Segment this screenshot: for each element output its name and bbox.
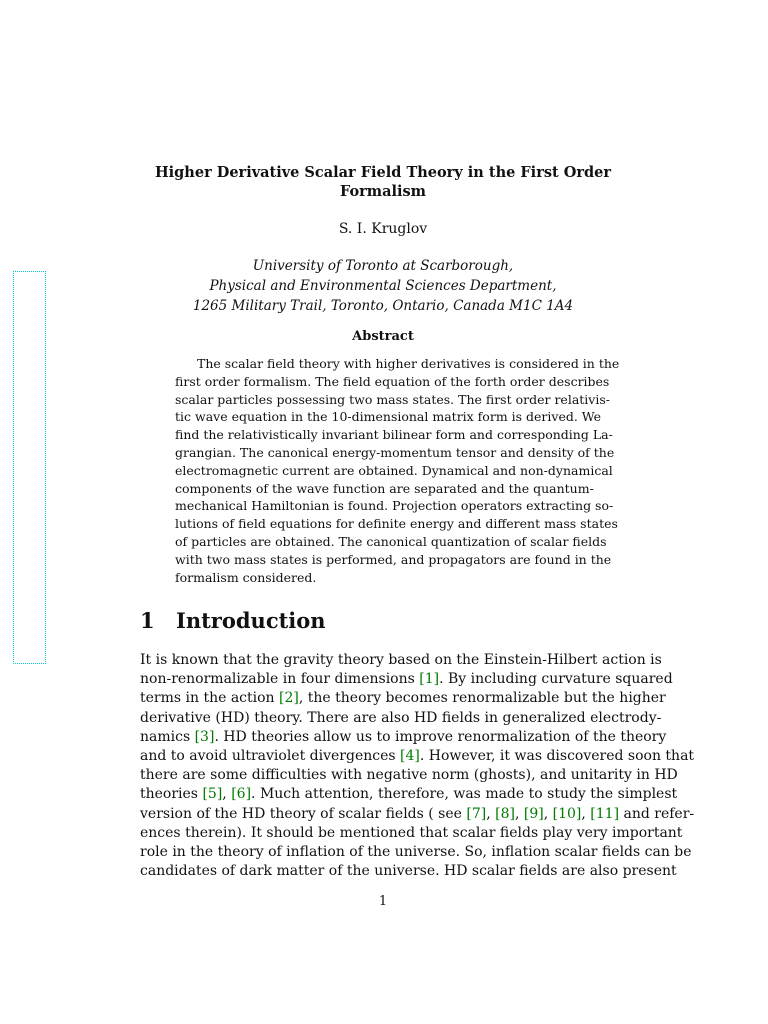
paper-title xyxy=(140,163,626,201)
citation-link[interactable]: [10] xyxy=(552,805,582,822)
intro-text: . Much attention, therefore, was made to study the simplest xyxy=(251,786,678,803)
abstract-body xyxy=(175,355,620,586)
intro-text: and refer- xyxy=(619,805,695,822)
abstract-line: of particles are obtained. The canonical quantization of scalar fields xyxy=(175,533,607,549)
intro-line xyxy=(140,670,673,689)
introduction-body xyxy=(140,651,695,881)
citation-link[interactable]: [7] xyxy=(466,805,487,822)
abstract-line: first order formalism. The field equation of the forth order describes xyxy=(175,373,610,389)
intro-line xyxy=(140,747,695,766)
citation-link[interactable]: [1] xyxy=(419,671,440,688)
intro-line xyxy=(140,805,695,824)
abstract-line: formalism considered. xyxy=(175,569,317,585)
citation-link[interactable]: [2] xyxy=(279,690,299,707)
affiliation-line-1: University of Toronto at Scarborough, xyxy=(252,258,514,274)
affiliation-line-2: Physical and Environmental Sciences Department, xyxy=(209,278,557,294)
intro-text: ences therein). It should be mentioned that scalar fields play very important xyxy=(140,824,683,841)
section-heading xyxy=(140,607,326,635)
intro-text: terms in the action xyxy=(140,690,280,707)
intro-text: . HD theories allow us to improve renormalization of the theory xyxy=(214,728,667,745)
title-line-1: Higher Derivative Scalar Field Theory in the First Order xyxy=(154,164,612,181)
affiliation xyxy=(140,256,626,316)
abstract-heading: Abstract xyxy=(352,329,414,344)
abstract-line: tic wave equation in the 10-dimensional matrix form is derived. We xyxy=(175,409,602,425)
abstract-line: lutions of field equations for definite energy and different mass states xyxy=(175,516,618,532)
intro-text: and to avoid ultraviolet divergences xyxy=(140,748,401,765)
abstract-line: find the relativistically invariant bilinear form and corresponding La- xyxy=(175,427,613,443)
section-title: Introduction xyxy=(176,608,326,633)
abstract-line: mechanical Hamiltonian is found. Projection operators extracting so- xyxy=(175,498,614,514)
abstract-line: grangian. The canonical energy-momentum tensor and density of the xyxy=(175,444,615,460)
intro-text: , xyxy=(486,805,496,822)
citation-link[interactable]: [8] xyxy=(495,805,515,822)
abstract-line: with two mass states is performed, and propagators are found in the xyxy=(175,551,612,567)
intro-text: , xyxy=(514,805,524,822)
citation-link[interactable]: [5] xyxy=(202,786,223,803)
intro-text: . By including curvature squared xyxy=(439,671,673,688)
citation-link[interactable]: [4] xyxy=(400,748,420,765)
section-number: 1 xyxy=(140,608,155,633)
intro-line xyxy=(140,862,677,881)
citation-link[interactable]: [6] xyxy=(231,786,252,803)
author-name: S. I. Kruglov xyxy=(338,221,428,237)
intro-line xyxy=(140,766,678,785)
intro-text: there are some difficulties with negative norm (ghosts), and unitarity in HD xyxy=(140,767,678,784)
title-line-2: Formalism xyxy=(339,183,427,200)
intro-line xyxy=(140,843,692,862)
intro-text: . However, it was discovered soon that xyxy=(419,748,695,765)
intro-line xyxy=(140,728,667,747)
intro-text: version of the HD theory of scalar fields ( see xyxy=(140,805,467,822)
intro-text: namics xyxy=(140,728,195,745)
intro-text: , the theory becomes renormalizable but the higher xyxy=(298,690,666,707)
citation-link[interactable]: [9] xyxy=(523,805,544,822)
intro-text: derivative (HD) theory. There are also HD fields in generalized electrody- xyxy=(140,709,662,726)
intro-line xyxy=(140,824,683,843)
intro-line xyxy=(140,651,662,670)
intro-text: , xyxy=(222,786,232,803)
intro-line xyxy=(140,785,678,804)
intro-text: role in the theory of inflation of the universe. So, inflation scalar fields can be xyxy=(140,844,692,861)
abstract-line: scalar particles possessing two mass states. The first order relativis- xyxy=(175,391,610,407)
abstract-line: electromagnetic current are obtained. Dynamical and non-dynamical xyxy=(175,462,613,478)
intro-line xyxy=(140,689,666,708)
abstract-line: components of the wave function are separated and the quantum- xyxy=(175,480,594,496)
citation-link[interactable]: [3] xyxy=(194,728,215,745)
arxiv-stamp-box xyxy=(13,271,46,664)
intro-text: , xyxy=(543,805,553,822)
intro-text: candidates of dark matter of the universe. HD scalar fields are also present xyxy=(140,863,677,880)
citation-link[interactable]: [11] xyxy=(590,805,620,822)
affiliation-line-3: 1265 Military Trail, Toronto, Ontario, Canada M1C 1A4 xyxy=(192,298,574,314)
abstract-line: The scalar field theory with higher derivatives is considered in the xyxy=(197,356,620,371)
page-number: 1 xyxy=(378,894,388,909)
intro-text: non-renormalizable in four dimensions xyxy=(140,671,420,688)
intro-text: , xyxy=(581,805,591,822)
intro-text: theories xyxy=(140,786,203,803)
intro-line xyxy=(140,709,662,728)
intro-text: It is known that the gravity theory based on the Einstein-Hilbert action is xyxy=(140,652,662,668)
